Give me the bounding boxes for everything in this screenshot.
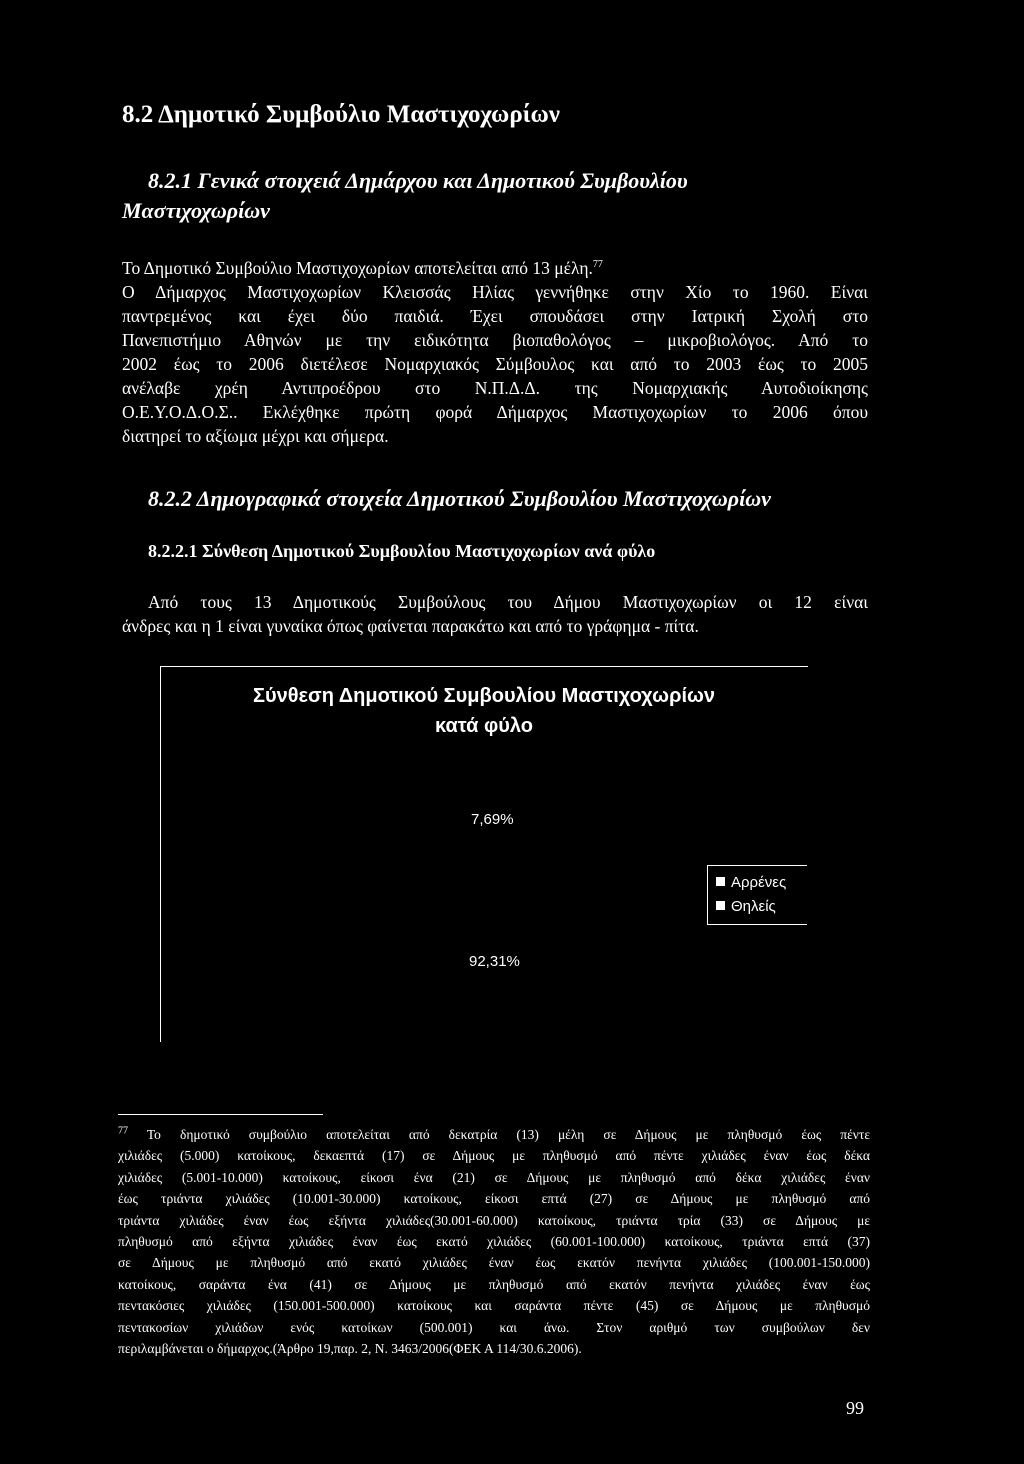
footnote-number: 77 xyxy=(118,1125,128,1137)
subsection-title-line-1: 8.2.1 Γενικά στοιχειά Δημάρχου και Δημοτικού Συμβουλίου xyxy=(148,168,688,193)
paragraph-line: άνδρες και η 1 είναι γυναίκα όπως φαίνεται παρακάτω και από το γράφημα - πίτα. xyxy=(122,616,699,636)
paragraph-line: Ο.Ε.Υ.Ο.Δ.Ο.Σ.. Εκλέχθηκε πρώτη φορά Δήμαρχος Μαστιχοχωρίων το 2006 όπου xyxy=(122,402,868,422)
subsection-title-8-2-2: 8.2.2 Δημογραφικά στοιχεία Δημοτικού Συμβουλίου Μαστιχοχωρίων xyxy=(148,486,771,511)
data-label-male: 92,31% xyxy=(469,953,520,970)
pie-chart-panel xyxy=(160,666,808,1042)
footnote-line: πεντακόσιες χιλιάδες (150.001-500.000) κατοίκους και σαράντα πέντε (45) σε Δήμους με πληθυσμό xyxy=(118,1298,870,1314)
paragraph-line xyxy=(122,256,868,280)
paragraph-line: παντρεμένος και έχει δύο παιδιά. Έχει σπουδάσει στην Ιατρική Σχολή στο xyxy=(122,306,868,326)
section-heading: 8.2 Δημοτικό Συμβούλιο Μαστιχοχωρίων xyxy=(122,101,560,128)
line-text: Το Δημοτικό Συμβούλιο Μαστιχοχωρίων αποτελείται από 13 μέλη. xyxy=(122,258,593,278)
footnote-line xyxy=(118,1124,870,1145)
footnote-line: πεντακοσίων χιλιάδων ενός κατοίκων (500.001) και άνω. Στον αριθμό των συμβούλων δεν xyxy=(118,1319,870,1335)
subsection-title-8-2-1 xyxy=(122,166,908,226)
paragraph-line: 2002 έως το 2006 διετέλεσε Νομαρχιακός Σύμβουλος και από το 2003 έως το 2005 xyxy=(122,354,868,374)
page-number: 99 xyxy=(846,1398,864,1418)
footnote-divider xyxy=(118,1114,323,1115)
legend-swatch xyxy=(716,901,725,910)
subsubsection-title-8-2-2-1: 8.2.2.1 Σύνθεση Δημοτικού Συμβουλίου Μαστιχοχωρίων ανά φύλο xyxy=(148,541,656,561)
footnote-line: περιλαμβάνεται ο δήμαρχος.(Άρθρο 19,παρ. 2, Ν. 3463/2006(ΦΕΚ Α 114/30.6.2006). xyxy=(118,1341,582,1357)
data-label-female: 7,69% xyxy=(471,811,514,828)
subsection-title-line-2: Μαστιχοχωρίων xyxy=(122,198,270,223)
footnote-line: πληθυσμό από εξήντα χιλιάδες έναν έως εκατό χιλιάδες (60.001-100.000) κατοίκους, τριάντα επτά (37) xyxy=(118,1234,870,1250)
chart-legend xyxy=(707,865,807,925)
paragraph-line: διατηρεί το αξίωμα μέχρι και σήμερα. xyxy=(122,426,389,446)
mayor-paragraph xyxy=(122,256,868,448)
chart-title xyxy=(161,681,807,741)
paragraph-line: Πανεπιστήμιο Αθηνών με την ειδικότητα βιοπαθολόγος – μικροβιολόγος. Από το xyxy=(122,330,868,350)
footnote-line: χιλιάδες (5.000) κατοίκους, δεκαεπτά (17) σε Δήμους με πληθυσμό από πέντε χιλιάδες έναν έως δέκα xyxy=(118,1148,870,1164)
legend-item-female xyxy=(716,897,776,917)
footnote-line: κατοίκους, σαράντα ένα (41) σε Δήμους με πληθυσμό από εκατόν πενήντα χιλιάδες έναν έως xyxy=(118,1276,870,1292)
legend-label: Θηλείς xyxy=(731,898,776,915)
footnote-line: χιλιάδες (5.001-10.000) κατοίκους, είκοσι ένα (21) σε Δήμους με πληθυσμό από δέκα χιλιάδες έναν xyxy=(118,1169,870,1185)
paragraph-line: ανέλαβε χρέη Αντιπροέδρου στο Ν.Π.Δ.Δ. της Νομαρχιακής Αυτοδιοίκησης xyxy=(122,378,868,398)
paragraph-line: Ο Δήμαρχος Μαστιχοχωρίων Κλεισσάς Ηλίας γεννήθηκε στην Χίο το 1960. Είναι xyxy=(122,282,868,302)
legend-item-male xyxy=(716,873,786,893)
footnote-line: σε Δήμους με πληθυσμό από εκατό χιλιάδες έναν έως εκατόν πενήντα χιλιάδες (100.001-150.000) xyxy=(118,1255,870,1271)
paragraph-line: Από τους 13 Δημοτικούς Συμβούλους του Δήμου Μαστιχοχωρίων οι 12 είναι xyxy=(148,592,868,612)
legend-label: Αρρένες xyxy=(731,874,787,891)
footnote xyxy=(118,1124,870,1359)
legend-swatch xyxy=(716,877,725,886)
composition-paragraph xyxy=(122,590,868,638)
chart-title-line-1: Σύνθεση Δημοτικού Συμβουλίου Μαστιχοχωρίων xyxy=(252,685,716,707)
line-text: Το δημοτικό συμβούλιο αποτελείται από δεκατρία (13) μέλη σε Δήμους με πληθυσμό έως πέντε xyxy=(146,1127,870,1142)
footnote-line: τριάντα χιλιάδες έναν έως εξήντα χιλιάδες(30.001-60.000) κατοίκους, τριάντα τρία (33) σε Δήμους με xyxy=(118,1212,870,1228)
footnote-ref: 77 xyxy=(592,259,603,271)
footnote-line: έως τριάντα χιλιάδες (10.001-30.000) κατοίκους, είκοσι επτά (27) σε Δήμους με πληθυσμό από xyxy=(118,1191,870,1207)
chart-title-line-2: κατά φύλο xyxy=(434,715,534,737)
